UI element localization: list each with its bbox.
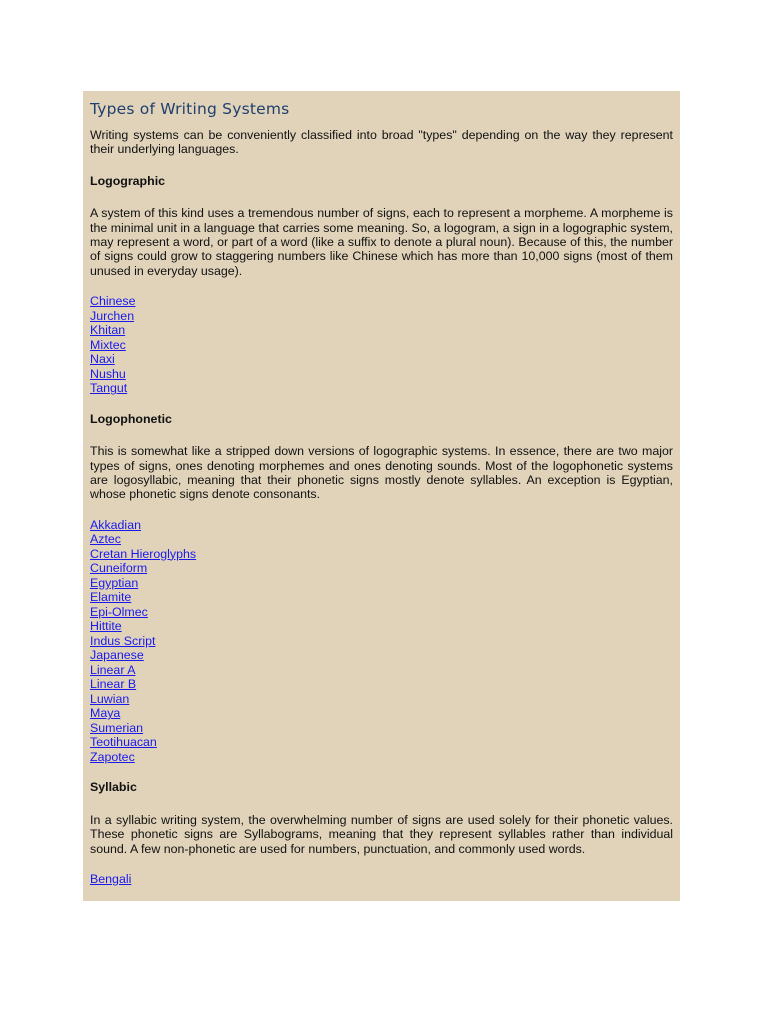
link-epi-olmec[interactable]: Epi-Olmec: [90, 604, 148, 619]
list-item: [90, 663, 673, 678]
section-paragraph: This is somewhat like a stripped down versions of logographic systems. In essence, there are two major types of signs, ones denoting morphemes and ones denoting sounds. Most of the logophonetic systems are logosyllabic, meaning that their phonetic signs mostly denote syllables. An exception is Egyptian, whose phonetic signs denote consonants.: [90, 444, 673, 502]
content-panel: [83, 91, 680, 901]
list-item: [90, 381, 673, 396]
link-bengali[interactable]: Bengali: [90, 871, 132, 886]
link-cuneiform[interactable]: Cuneiform: [90, 561, 148, 576]
link-khitan[interactable]: Khitan: [90, 323, 126, 338]
section-heading-logophonetic: Logophonetic: [90, 411, 172, 426]
list-item: [90, 590, 673, 605]
link-luwian[interactable]: Luwian: [90, 691, 130, 706]
section-heading-syllabic: Syllabic: [90, 780, 137, 795]
sections-container: [90, 174, 673, 887]
link-cretan-hieroglyphs[interactable]: Cretan Hieroglyphs: [90, 546, 197, 561]
list-item: [90, 648, 673, 663]
section-paragraph: In a syllabic writing system, the overwhelming number of signs are used solely for their phonetic values. These phonetic signs are Syllabograms, meaning that they represent syllables rather than individual sound. A few non-phonetic are used for numbers, punctuation, and commonly used words.: [90, 812, 673, 856]
link-linear-a[interactable]: Linear A: [90, 662, 136, 677]
list-item: [90, 532, 673, 547]
list-item: [90, 721, 673, 736]
list-item: [90, 605, 673, 620]
link-zapotec[interactable]: Zapotec: [90, 749, 135, 764]
list-item: [90, 576, 673, 591]
list-item: [90, 547, 673, 562]
link-mixtec[interactable]: Mixtec: [90, 337, 126, 352]
list-item: [90, 634, 673, 649]
list-item: [90, 323, 673, 338]
link-japanese[interactable]: Japanese: [90, 648, 144, 663]
list-item: [90, 561, 673, 576]
link-list: [90, 872, 673, 887]
list-item: [90, 872, 673, 887]
link-aztec[interactable]: Aztec: [90, 532, 121, 547]
link-tangut[interactable]: Tangut: [90, 381, 128, 396]
link-hittite[interactable]: Hittite: [90, 619, 122, 634]
intro-paragraph: Writing systems can be conveniently classified into broad "types" depending on the way they represent their underlying languages.: [90, 128, 673, 157]
list-item: [90, 619, 673, 634]
list-item: [90, 352, 673, 367]
list-item: [90, 338, 673, 353]
page-title: Types of Writing Systems: [90, 100, 290, 118]
list-item: [90, 735, 673, 750]
link-nushu[interactable]: Nushu: [90, 366, 126, 381]
link-sumerian[interactable]: Sumerian: [90, 720, 144, 735]
link-egyptian[interactable]: Egyptian: [90, 575, 139, 590]
link-list: [90, 294, 673, 396]
link-list: [90, 518, 673, 765]
link-teotihuacan[interactable]: Teotihuacan: [90, 735, 157, 750]
list-item: [90, 677, 673, 692]
link-jurchen[interactable]: Jurchen: [90, 308, 135, 323]
list-item: [90, 692, 673, 707]
section-paragraph: A system of this kind uses a tremendous number of signs, each to represent a morpheme. A morpheme is the minimal unit in a language that carries some meaning. So, a logogram, a sign in a logographic system, may represent a word, or part of a word (like a suffix to denote a plural noun). Because of this, the number of signs could grow to staggering numbers like Chinese which has more than 10,000 signs (most of them unused in everyday usage).: [90, 206, 673, 278]
link-indus-script[interactable]: Indus Script: [90, 633, 156, 648]
list-item: [90, 750, 673, 765]
list-item: [90, 367, 673, 382]
link-maya[interactable]: Maya: [90, 706, 121, 721]
list-item: [90, 309, 673, 324]
link-akkadian[interactable]: Akkadian: [90, 517, 141, 532]
link-elamite[interactable]: Elamite: [90, 590, 132, 605]
section-heading-logographic: Logographic: [90, 173, 166, 188]
list-item: [90, 706, 673, 721]
link-linear-b[interactable]: Linear B: [90, 677, 137, 692]
list-item: [90, 294, 673, 309]
list-item: [90, 518, 673, 533]
link-chinese[interactable]: Chinese: [90, 294, 136, 309]
link-naxi[interactable]: Naxi: [90, 352, 115, 367]
